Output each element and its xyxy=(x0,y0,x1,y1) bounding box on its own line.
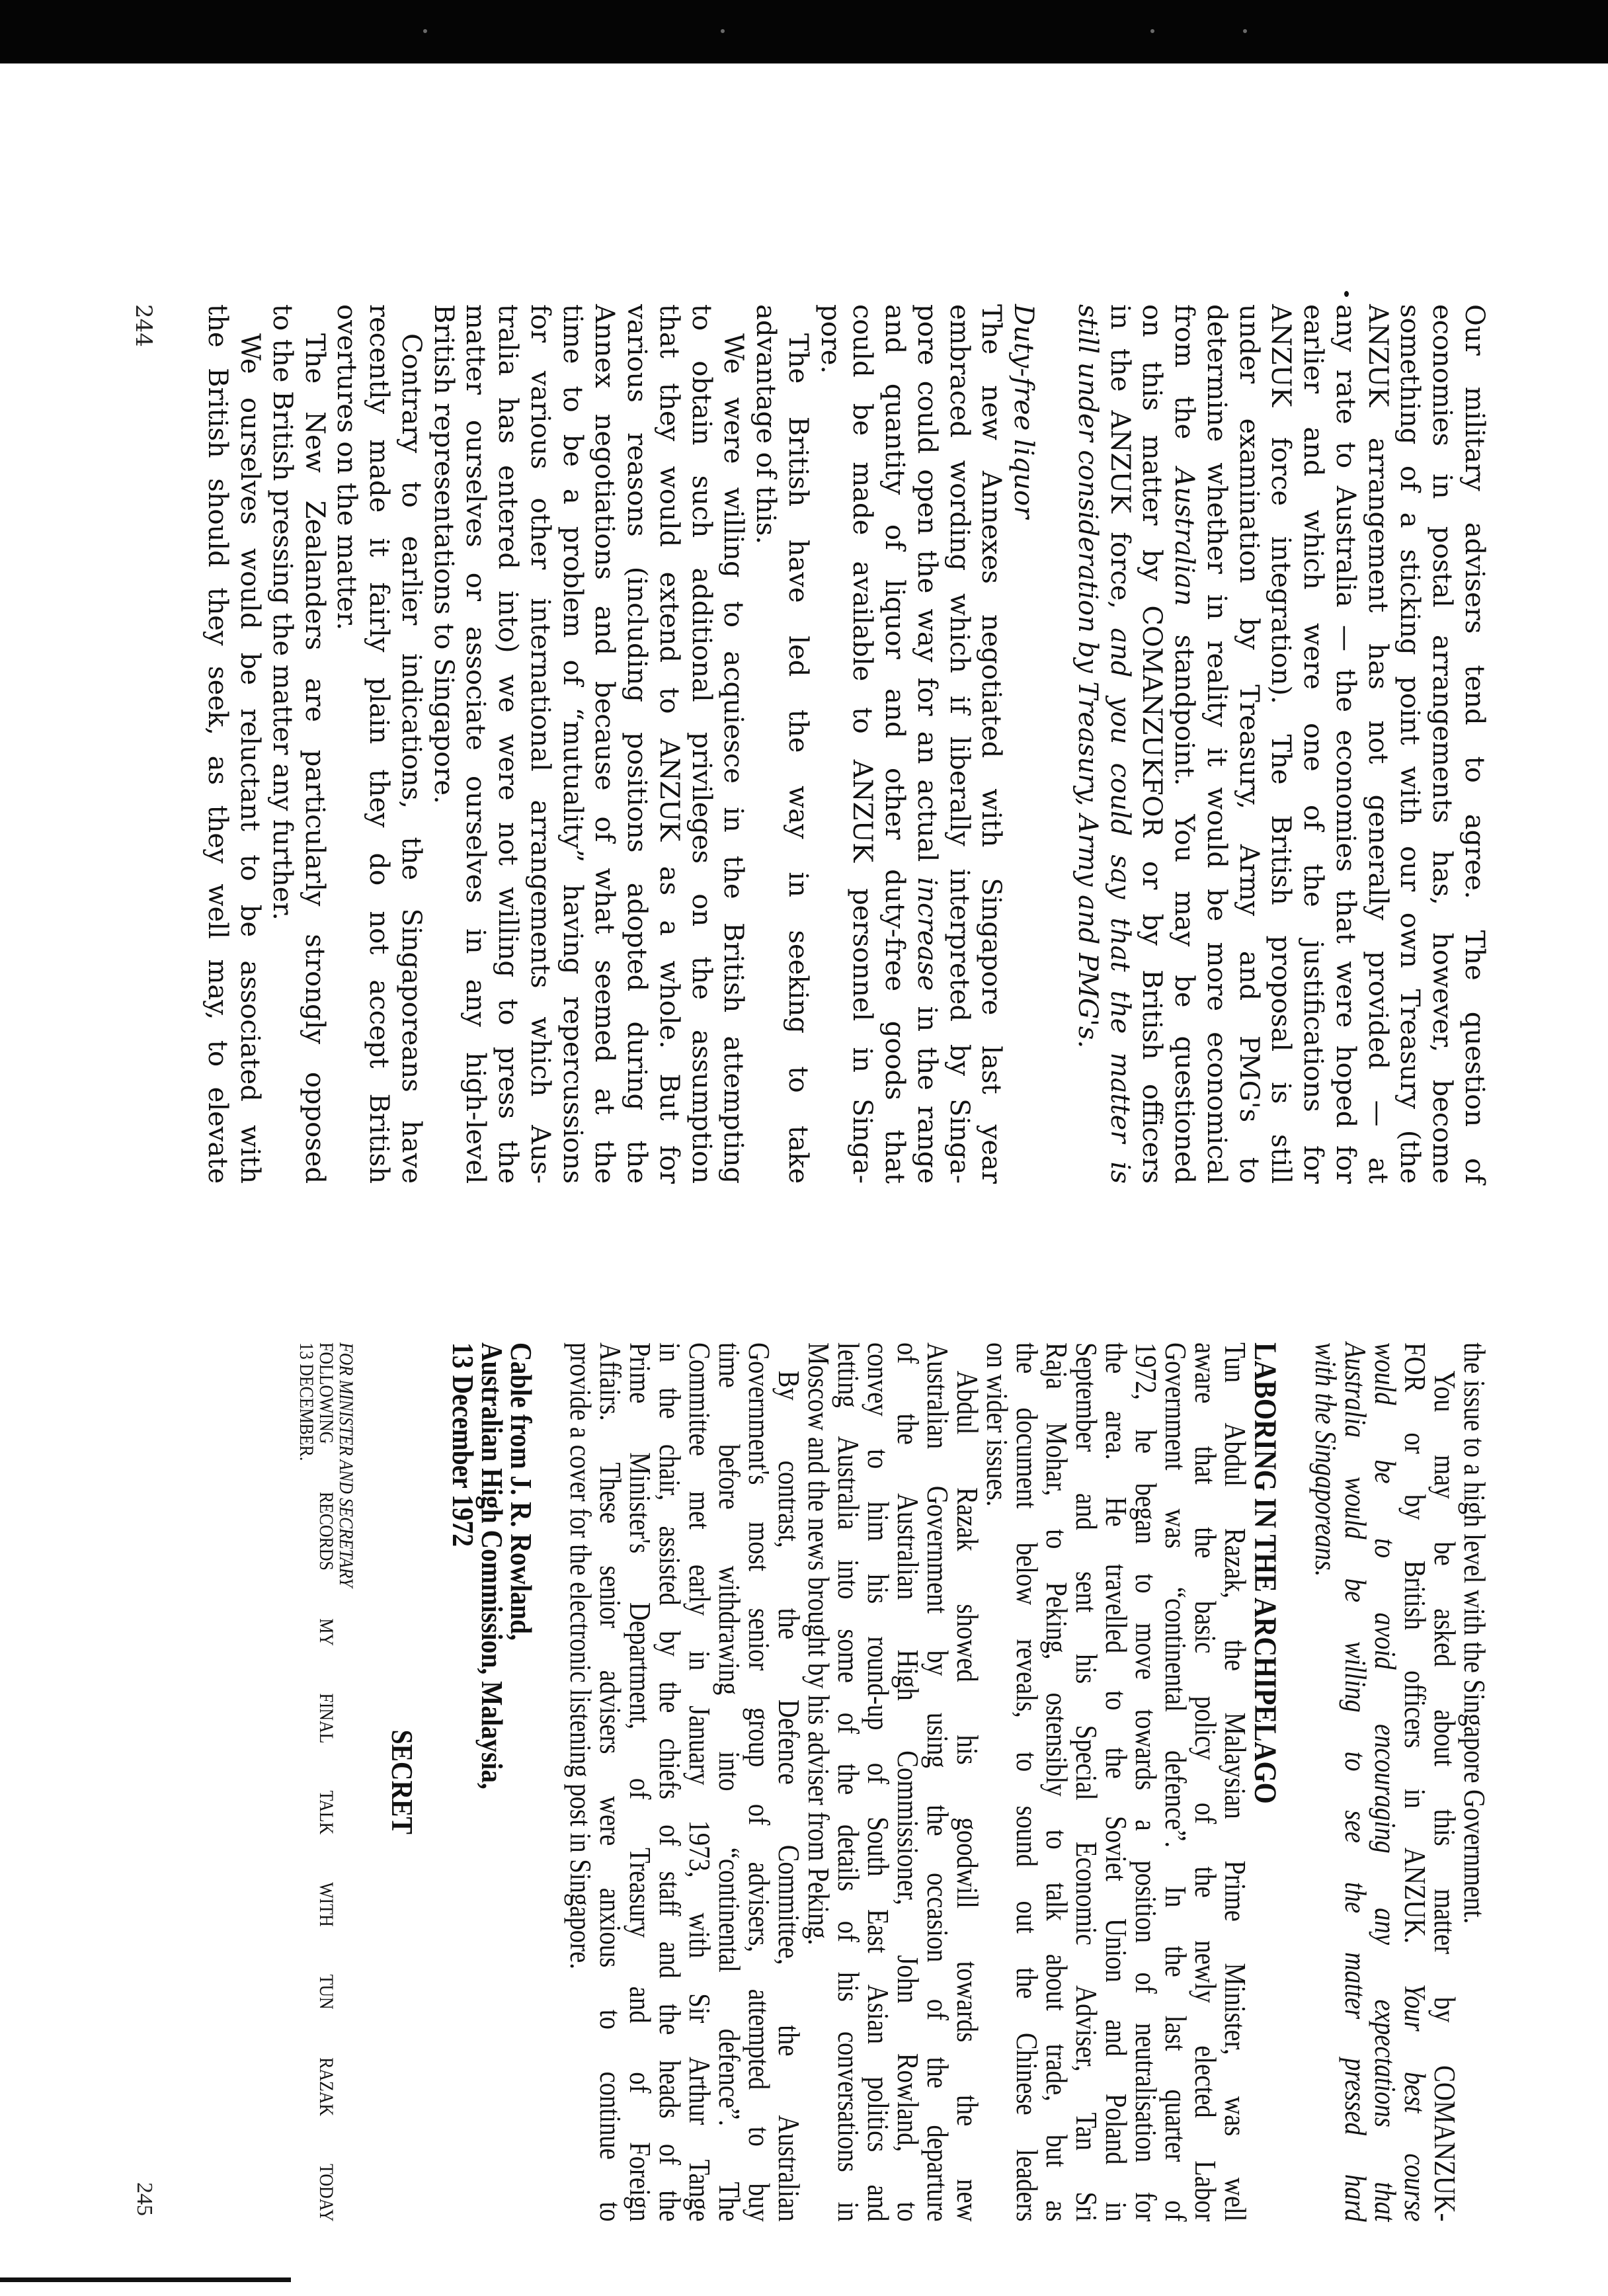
text-run: The New Zealanders are particularly strongly opposed xyxy=(299,333,330,1184)
text-run: Moscow and the news brought by his adviser from Peking. xyxy=(802,1342,835,1946)
text-run: various reasons (including positions adopted during the xyxy=(622,304,653,1184)
text-run: FOR or by British officers in ANZUK. xyxy=(1398,1342,1431,1985)
text-line xyxy=(202,304,234,1184)
text-run: any rate to Australia — the economies that were hoped for xyxy=(1330,304,1361,1184)
italic-text: increase xyxy=(912,877,942,991)
section-heading: Duty-free liquor xyxy=(1008,304,1039,519)
paragraph xyxy=(982,1342,1250,2222)
text-run: British representations to Singapore. xyxy=(428,304,459,804)
cable-header-line: 13 December 1972 xyxy=(446,1342,480,1547)
text-line xyxy=(395,304,427,1184)
text-run: By contrast, the Defence Committee, the Australian xyxy=(772,1370,805,2222)
text-line xyxy=(1071,1342,1101,2222)
text-line xyxy=(1220,1342,1250,2222)
text-line xyxy=(782,304,814,1184)
text-line xyxy=(1200,304,1232,1184)
text-line xyxy=(1340,1342,1370,2222)
cable-header xyxy=(448,1342,536,2222)
text-run: something of a sticking point with our own Treasury (the xyxy=(1394,304,1426,1184)
text-line xyxy=(1104,304,1136,1184)
text-run: to obtain such additional privileges on the assumption xyxy=(686,304,717,1184)
text-line xyxy=(427,304,460,1184)
text-line xyxy=(879,304,911,1184)
cable-preamble-line: FOLLOWING RECORDS MY FINAL TALK WITH TUN RAZAK TODAY xyxy=(315,1342,337,2222)
text-run: time to be a problem of “mutuality” having repercussions xyxy=(557,304,588,1184)
text-run: 1972, he began to move towards a position of neutralisation for xyxy=(1129,1342,1162,2222)
text-line xyxy=(952,1342,982,2222)
text-line xyxy=(234,304,266,1184)
blank-line xyxy=(356,1342,385,2222)
text-run: advantage of this. xyxy=(750,304,782,545)
text-line xyxy=(1297,304,1330,1184)
text-line xyxy=(1329,304,1361,1184)
text-run: Abdul Razak showed his goodwill towards the new xyxy=(951,1370,984,2222)
text-line xyxy=(893,1342,922,2222)
text-line xyxy=(774,1342,803,2222)
text-run: provide a cover for the electronic listening post in Singapore. xyxy=(564,1342,597,1969)
italic-text: Australia would be willing to see the matter pressed hard xyxy=(1339,1342,1372,2222)
paragraph xyxy=(803,1342,982,2222)
text-run: earlier and which were one of the justifications for xyxy=(1298,304,1329,1184)
text-run: could be made available to ANZUK personnel in Singa- xyxy=(847,304,878,1184)
text-line xyxy=(922,1342,952,2222)
text-run: embraced wording which if liberally interpreted by Singa- xyxy=(944,304,975,1184)
text-line xyxy=(363,304,395,1184)
text-line xyxy=(331,304,363,1184)
text-run: The new Annexes negotiated with Singapore last year xyxy=(976,304,1007,1184)
text-line xyxy=(588,304,621,1184)
text-run: tralia has entered into) we were not willing to press the xyxy=(493,304,524,1184)
text-line xyxy=(982,1342,1012,2222)
text-line xyxy=(975,304,1008,1184)
text-run: that they would extend to ANZUK as a whole. But for xyxy=(654,304,684,1184)
page-245-text xyxy=(296,1342,1489,2222)
text-run: We were willing to acquiesce in the British attempting xyxy=(718,333,749,1184)
italic-text: still under consideration by Treasury, Army and PMG's. xyxy=(1072,304,1103,1049)
text-line xyxy=(714,1342,744,2222)
paragraph xyxy=(202,304,266,1184)
text-line xyxy=(1310,1342,1340,2222)
text-run: Government was “continental defence”. In the last quarter of xyxy=(1159,1342,1192,2222)
text-line xyxy=(298,304,331,1184)
text-run: Committee met early in January 1973, with Sir Arthur Tange xyxy=(683,1342,716,2222)
text-run: the area. He travelled to the Soviet Union and Poland in xyxy=(1100,1342,1133,2222)
text-run: Our military advisers tend to agree. The question of xyxy=(1459,304,1490,1184)
text-run: ANZUK arrangement has not generally provided — at xyxy=(1362,304,1393,1184)
paragraph xyxy=(1310,1342,1459,2222)
text-line xyxy=(266,304,298,1184)
paragraph xyxy=(1459,1342,1489,2222)
page-244-text xyxy=(202,304,1490,1184)
italic-text: Australian xyxy=(1169,468,1200,606)
text-run: and quantity of liquor and other duty-free goods that xyxy=(879,304,910,1184)
text-line xyxy=(1136,304,1168,1184)
text-line xyxy=(1101,1342,1131,2222)
text-run: Prime Minister's Department, of Treasury and of Foreign xyxy=(623,1342,657,2222)
text-run: pore. xyxy=(815,304,846,374)
text-run: Government's most senior group of advisers, attempted to buy xyxy=(743,1342,776,2222)
cable-header-line: Cable from J. R. Rowland, xyxy=(504,1342,538,1641)
text-line xyxy=(717,304,750,1184)
text-line xyxy=(1131,1342,1160,2222)
blank-line xyxy=(419,1342,448,2222)
text-line xyxy=(653,304,685,1184)
text-line xyxy=(1426,304,1459,1184)
text-run: standpoint. You may be questioned xyxy=(1169,606,1200,1184)
paragraph xyxy=(331,304,427,1184)
text-run: determine whether in reality it would be more economical xyxy=(1201,304,1232,1184)
text-line xyxy=(492,304,524,1184)
text-run: economies in postal arrangements has, however, become xyxy=(1427,304,1458,1184)
text-run: The British have led the way in seeking to take xyxy=(783,333,813,1184)
text-line xyxy=(1459,1342,1489,2222)
text-line xyxy=(1071,304,1104,1184)
text-run: on wider issues. xyxy=(981,1342,1014,1507)
text-line xyxy=(1190,1342,1220,2222)
text-line xyxy=(684,1342,714,2222)
text-run: Contrary to earlier indications, the Singaporeans have xyxy=(396,333,426,1184)
text-run: matter ourselves or associate ourselves in any high-level xyxy=(460,304,491,1184)
text-run: the document below reveals, to sound out the Chinese leaders xyxy=(1010,1342,1043,2222)
text-line xyxy=(744,1342,774,2222)
text-line xyxy=(556,304,588,1184)
text-line xyxy=(803,1342,833,2222)
text-line xyxy=(625,1342,655,2222)
paragraph xyxy=(266,304,331,1184)
text-line xyxy=(595,1342,625,2222)
blank-line xyxy=(536,1342,565,2222)
text-line xyxy=(1458,304,1490,1184)
text-line xyxy=(1394,304,1426,1184)
paragraph xyxy=(814,304,1008,1184)
text-line xyxy=(750,304,782,1184)
cable-header-line: Australian High Commission, Malaysia, xyxy=(475,1342,509,1789)
text-line xyxy=(833,1342,863,2222)
paragraph xyxy=(750,304,815,1184)
text-run: Raja Mohar, to Peking, ostensibly to talk about trade, but as xyxy=(1040,1342,1073,2222)
paragraph xyxy=(1071,304,1490,1184)
text-run: of the Australian High Commissioner, John Rowland, to xyxy=(891,1342,924,2222)
text-line xyxy=(685,304,717,1184)
text-line xyxy=(1041,1342,1071,2222)
blank-line xyxy=(1281,1342,1310,2222)
text-run: pore could open the way for an actual xyxy=(912,304,942,878)
text-run: Tun Abdul Razak, the Malaysian Prime Minister, was well xyxy=(1219,1342,1252,2222)
cable-preamble-line: 13 DECEMBER. xyxy=(296,1342,317,1461)
paragraph xyxy=(427,304,750,1184)
text-run: Australian Government by using the occasion of the departure xyxy=(921,1342,954,2222)
italic-text: with the Singaporeans. xyxy=(1309,1342,1342,1577)
text-run: time before withdrawing into “continental defence”. The xyxy=(713,1342,746,2222)
text-run: in the range xyxy=(912,991,942,1184)
page-number: 244 xyxy=(130,304,157,347)
text-line xyxy=(621,304,653,1184)
text-line xyxy=(565,1342,595,2222)
classification-label: SECRET xyxy=(385,1729,419,1834)
blank-line xyxy=(1039,304,1071,1184)
text-line xyxy=(655,1342,684,2222)
text-run: Annex negotiations and because of what seemed at the xyxy=(589,304,620,1184)
text-run: Affairs. These senior advisers were anxious to continue to xyxy=(594,1342,627,2222)
page-245-column xyxy=(296,1342,1489,2222)
text-run: the issue to a high level with the Singapore Government. xyxy=(1458,1342,1491,1924)
text-line xyxy=(1265,304,1297,1184)
italic-text: would be to avoid encouraging any expectations that xyxy=(1369,1342,1402,2222)
text-run: aware that the basic policy of the newly elected Labor xyxy=(1189,1342,1222,2222)
text-line xyxy=(1370,1342,1400,2222)
text-line xyxy=(1429,1342,1459,2222)
cable-preamble-line: FOR MINISTER AND SECRETARY xyxy=(335,1342,357,1588)
paragraph xyxy=(565,1342,803,2222)
text-run: in the ANZUK force, xyxy=(1104,304,1135,628)
text-line xyxy=(1361,304,1394,1184)
text-run: You may be asked about this matter by COMANZUK- xyxy=(1428,1370,1461,2222)
cable-preamble xyxy=(296,1342,356,2222)
text-run: September and sent his Special Economic Adviser, Tan Sri xyxy=(1070,1342,1103,2222)
text-line xyxy=(1400,1342,1429,2222)
text-run: letting Australia into some of the details of his conversations in xyxy=(832,1342,865,2222)
text-line xyxy=(1232,304,1265,1184)
text-line xyxy=(460,304,492,1184)
text-line xyxy=(1168,304,1201,1184)
text-run: for various other international arrangements which Aus- xyxy=(525,304,555,1184)
text-run: from the xyxy=(1169,304,1200,468)
text-run: We ourselves would be reluctant to be associated with xyxy=(235,333,266,1184)
text-line xyxy=(1012,1342,1041,2222)
text-line xyxy=(910,304,943,1184)
text-run: in the chair, assisted by the chiefs of staff and the heads of the xyxy=(653,1342,686,2222)
page-number: 245 xyxy=(132,2182,157,2216)
section-heading: LABORING IN THE ARCHIPELAGO xyxy=(1248,1342,1283,1804)
text-run: on this matter by COMANZUKFOR or by British officers xyxy=(1137,304,1168,1184)
text-line xyxy=(814,304,846,1184)
text-line xyxy=(943,304,975,1184)
italic-text: Your best course xyxy=(1398,1984,1431,2222)
text-line xyxy=(524,304,556,1184)
text-line xyxy=(846,304,879,1184)
text-line xyxy=(1160,1342,1190,2222)
text-run: ANZUK force integration). The British proposal is still xyxy=(1266,304,1297,1184)
italic-text: and you could say that the matter is xyxy=(1104,628,1135,1184)
text-run: recently made it fairly plain they do not accept British xyxy=(364,304,395,1184)
text-run: to the British pressing the matter any further. xyxy=(267,304,298,921)
text-run: the British should they seek, as they well may, to elevate xyxy=(202,304,233,1184)
text-run: overtures on the matter. xyxy=(331,304,362,631)
text-run: under examination by Treasury, Army and PMG's to xyxy=(1233,304,1264,1184)
text-line xyxy=(863,1342,893,2222)
margin-mark xyxy=(1344,291,1349,297)
text-run: convey to him his round-up of South East Asian politics and xyxy=(862,1342,895,2222)
